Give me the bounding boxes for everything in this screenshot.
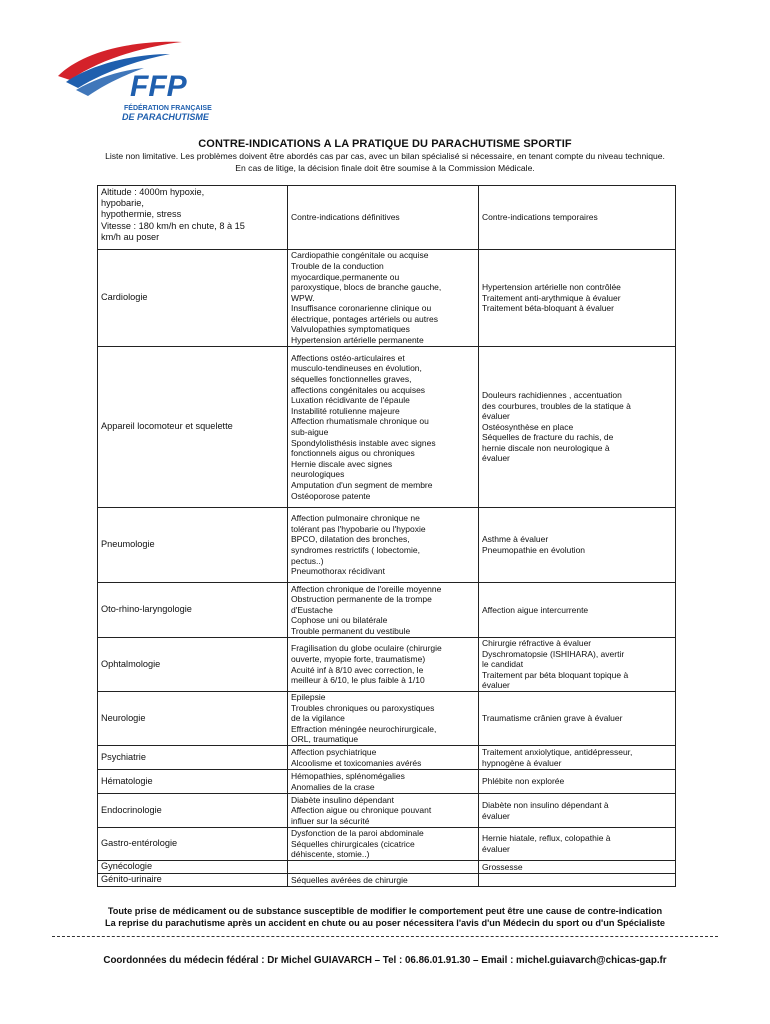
definitive-cell: Hémopathies, splénomégalies Anomalies de la crase — [288, 770, 479, 794]
accident-warning: La reprise du parachutisme après un accident en chute ou au poser nécessitera l'avis d'un Médecin du sport ou d'un Spécialiste — [105, 918, 665, 928]
specialty-cell: Gastro-entérologie — [98, 828, 288, 861]
temporary-cell: Hernie hiatale, reflux, colopathie à évaluer — [479, 828, 676, 861]
intro-line-2: En cas de litige, la décision finale doit être soumise à la Commission Médicale. — [235, 163, 535, 173]
specialty-cell: Ophtalmologie — [98, 638, 288, 692]
table-row — [98, 794, 676, 828]
table-row — [98, 861, 676, 874]
table-row — [98, 250, 676, 347]
specialty-cell: Cardiologie — [98, 250, 288, 347]
table-row — [98, 638, 676, 692]
specialty-cell: Psychiatrie — [98, 746, 288, 770]
specialty-cell: Génito-urinaire — [98, 874, 288, 887]
temporary-cell: Grossesse — [479, 861, 676, 874]
definitive-cell — [288, 861, 479, 874]
temporary-cell: Asthme à évaluer Pneumopathie en évolution — [479, 508, 676, 583]
document-title: CONTRE-INDICATIONS A LA PRATIQUE DU PARACHUTISME SPORTIF — [198, 138, 572, 150]
temporary-cell: Chirurgie réfractive à évaluer Dyschromatopsie (ISHIHARA), avertir le candidat Traitement par béta bloquant topique à évaluer — [479, 638, 676, 692]
logo-line2: DE PARACHUTISME — [122, 112, 209, 122]
table-header-row — [98, 186, 676, 250]
temporary-cell: Douleurs rachidiennes , accentuation des courbures, troubles de la statique à évaluer Ostéosynthèse en place Séquelles de fracture du rachis, de hernie discale non neurologique à évaluer — [479, 347, 676, 508]
specialty-cell: Hématologie — [98, 770, 288, 794]
header-temporary: Contre-indications temporaires — [479, 186, 676, 250]
specialty-cell: Gynécologie — [98, 861, 288, 874]
definitive-cell: Diabète insulino dépendant Affection aigue ou chronique pouvant influer sur la sécurité — [288, 794, 479, 828]
temporary-cell: Phlébite non explorée — [479, 770, 676, 794]
temporary-cell: Affection aigue intercurrente — [479, 583, 676, 638]
contraindications-table — [97, 185, 676, 887]
temporary-cell: Traitement anxiolytique, antidépresseur, hypnogène à évaluer — [479, 746, 676, 770]
temporary-cell — [479, 874, 676, 887]
logo-line1: FÉDÉRATION FRANÇAISE — [124, 105, 212, 112]
definitive-cell: Affection psychiatrique Alcoolisme et toxicomanies avérés — [288, 746, 479, 770]
definitive-cell: Fragilisation du globe oculaire (chirurgie ouverte, myopie forte, traumatisme) Acuité inf à 8/10 avec correction, le meilleur à 6/10, le plus faible à 1/10 — [288, 638, 479, 692]
federal-doctor-contact: Coordonnées du médecin fédéral : Dr Michel GUIAVARCH – Tel : 06.86.01.91.30 – Email : michel.guiavarch@chicas-gap.fr — [103, 955, 667, 966]
specialty-cell: Endocrinologie — [98, 794, 288, 828]
intro-line-1: Liste non limitative. Les problèmes doivent être abordés cas par cas, avec un bilan spécialisé si nécessaire, en tenant compte du niveau technique. — [105, 151, 665, 161]
specialty-cell: Oto-rhino-laryngologie — [98, 583, 288, 638]
table-row — [98, 583, 676, 638]
table-row — [98, 347, 676, 508]
header-conditions: Altitude : 4000m hypoxie, hypobarie, hypothermie, stress Vitesse : 180 km/h en chute, 8 à 15 km/h au poser — [98, 186, 288, 250]
table-row — [98, 828, 676, 861]
definitive-cell: Affection chronique de l'oreille moyenne Obstruction permanente de la trompe d'Eustache Cophose uni ou bilatérale Trouble permanent du vestibule — [288, 583, 479, 638]
temporary-cell: Hypertension artérielle non contrôlée Traitement anti-arythmique à évaluer Traitement béta-bloquant à évaluer — [479, 250, 676, 347]
medication-warning: Toute prise de médicament ou de substance susceptible de modifier le comportement peut être une cause de contre-indication — [107, 906, 663, 916]
separator-line — [52, 936, 718, 937]
table-row — [98, 874, 676, 887]
table-row — [98, 746, 676, 770]
table-row — [98, 692, 676, 746]
temporary-cell: Traumatisme crânien grave à évaluer — [479, 692, 676, 746]
specialty-cell: Appareil locomoteur et squelette — [98, 347, 288, 508]
definitive-cell: Dysfonction de la paroi abdominale Séquelles chirurgicales (cicatrice déhiscente, stomie..) — [288, 828, 479, 861]
logo-acronym: FFP — [130, 70, 187, 103]
table-row — [98, 508, 676, 583]
ffp-logo — [52, 32, 212, 124]
definitive-cell: Cardiopathie congénitale ou acquise Trouble de la conduction myocardique,permanente ou paroxystique, blocs de branche gauche, WPW. Insuffisance coronarienne clinique ou électrique, pontages artériels ou autres Valvulopathies symptomatiques Hypertension artérielle permanente — [288, 250, 479, 347]
definitive-cell: Affection pulmonaire chronique ne tolérant pas l'hypobarie ou l'hypoxie BPCO, dilatation des bronches, syndromes restrictifs ( lobectomie, pectus..) Pneumothorax récidivant — [288, 508, 479, 583]
ffp-logo-graphic — [52, 32, 212, 124]
specialty-cell: Neurologie — [98, 692, 288, 746]
temporary-cell: Diabète non insulino dépendant à évaluer — [479, 794, 676, 828]
definitive-cell: Epilepsie Troubles chroniques ou paroxystiques de la vigilance Effraction méningée neurochirurgicale, ORL, traumatique — [288, 692, 479, 746]
header-definitive: Contre-indications définitives — [288, 186, 479, 250]
definitive-cell: Séquelles avérées de chirurgie — [288, 874, 479, 887]
table-row — [98, 770, 676, 794]
specialty-cell: Pneumologie — [98, 508, 288, 583]
definitive-cell: Affections ostéo-articulaires et musculo-tendineuses en évolution, séquelles fonctionnelles graves, affections congénitales ou acquises Luxation récidivante de l'épaule Instabilité rotulienne majeure Affection rhumatismale chronique ou sub-aigue Spondylolisthésis instable avec signes fonctionnels aigus ou chroniques Hernie discale avec signes neurologiques Amputation d'un segment de membre Ostéoporose patente — [288, 347, 479, 508]
